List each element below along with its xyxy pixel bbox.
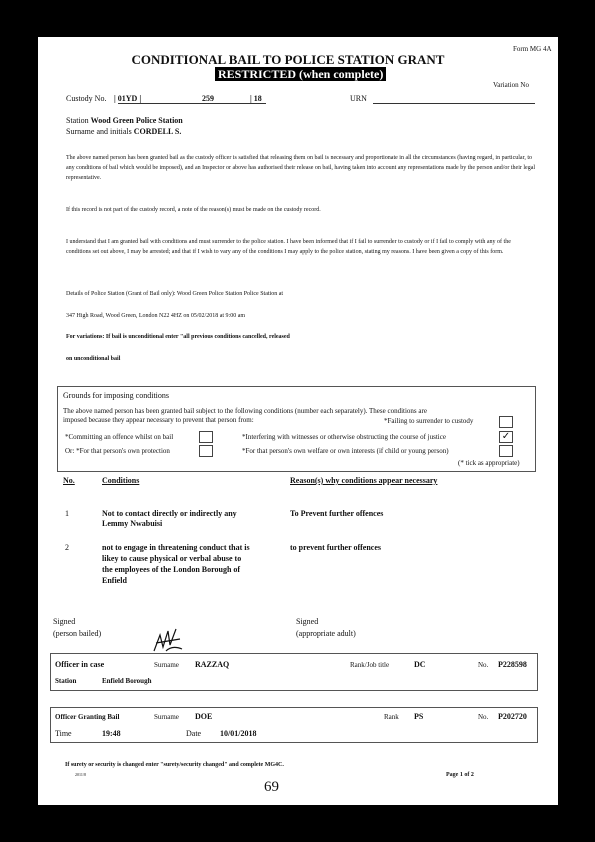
surname-row <box>66 127 181 136</box>
surname-value: CORDELL S. <box>133 127 182 136</box>
col-header-reasons: Reason(s) why conditions appear necessary <box>290 476 438 485</box>
variation-no-label: Variation No <box>493 81 529 89</box>
sign-right-label: Signed <box>296 617 319 626</box>
ogb-no: P202720 <box>498 712 527 721</box>
signature-mark <box>150 625 186 655</box>
oic-station-label: Station <box>55 677 77 685</box>
col-header-no: No. <box>63 476 75 485</box>
station-label: Station <box>66 116 89 125</box>
condition-text: likey to cause physical or verbal abuse to <box>102 554 242 563</box>
own-welfare-checkbox[interactable] <box>499 445 513 457</box>
page-title: CONDITIONAL BAIL TO POLICE STATION GRANT <box>131 52 445 67</box>
ogb-date: 10/01/2018 <box>220 729 257 738</box>
page-number: 69 <box>264 779 279 795</box>
interfering-label: *Interfering with witnesses or otherwise obstructing the course of justice <box>242 433 446 441</box>
oic-no: P228598 <box>498 660 527 669</box>
understanding-statement: I understand that I am granted bail with conditions and must surrender to the police station. I have been informed that if I fail to surrender to custody or if I fail to comply with any of the conditions set out above, I may be arrested; and that if I wish to vary any of the conditions I may apply to the police station, stating my reasons. I have been given a copy of this form. <box>66 239 511 255</box>
oic-no-label: No. <box>478 661 489 669</box>
urn-label: URN <box>350 94 367 103</box>
fail-surrender-checkbox[interactable] <box>499 416 513 428</box>
ogb-no-label: No. <box>478 713 489 721</box>
grounds-heading: Grounds for imposing conditions <box>63 391 169 400</box>
details-line-2: 347 High Road, Wood Green, London N22 4HZ on 05/02/2018 at 9:00 am <box>66 313 246 319</box>
committing-offence-label: *Committing an offence whilst on bail <box>65 433 174 441</box>
oic-rank-label: Rank/Job title <box>350 661 390 669</box>
custody-no-part1: | 01YD | <box>114 94 142 103</box>
condition-text: Lemmy Nwabuisi <box>102 519 163 528</box>
condition-text: Enfield <box>102 576 127 585</box>
tick-note: (* tick as appropriate) <box>458 459 520 467</box>
officer-granting-label: Officer Granting Bail <box>55 713 120 721</box>
col-header-conditions: Conditions <box>102 476 140 485</box>
page-indicator: Page 1 of 2 <box>446 772 474 778</box>
oic-surname-label: Surname <box>154 661 179 669</box>
custody-no-part3: | 18 <box>250 94 262 103</box>
fail-surrender-label: *Failing to surrender to custody <box>384 417 474 425</box>
officer-in-case-box <box>50 653 538 691</box>
custody-no-label: Custody No. <box>66 94 107 103</box>
ogb-rank-label: Rank <box>384 713 399 721</box>
own-welfare-label: *For that person's own welfare or own interests (if child or young person) <box>242 447 449 455</box>
station-row <box>66 116 183 125</box>
committing-offence-checkbox[interactable] <box>199 431 213 443</box>
form-code: Form MG 4A <box>513 45 552 53</box>
grounds-intro-2: imposed because they appear necessary to prevent that person from: <box>63 416 254 424</box>
condition-text: not to engage in threatening conduct that is <box>102 543 250 552</box>
row-number: 2 <box>65 543 69 552</box>
surname-label: Surname and initials <box>66 127 132 136</box>
ogb-surname-label: Surname <box>154 713 179 721</box>
station-value: Wood Green Police Station <box>90 116 183 125</box>
oic-station: Enfield Borough <box>102 677 152 685</box>
ogb-surname: DOE <box>195 712 213 721</box>
officer-granting-box <box>50 707 538 743</box>
details-line-1: Details of Police Station (Grant of Bail only): Wood Green Police Station Police Station at <box>66 291 284 297</box>
bail-statement: The above named person has been granted bail as the custody officer is satisfied that releasing them on bail is necessary and proportionate in all the circumstances (having regard, in particular, to any conditions of bail which would be imposed), and an Inspector or above has authorised their release on bail, having taken into account any representations made by the person and/or their legal representative. <box>66 155 536 181</box>
officer-in-case-label: Officer in case <box>55 660 105 669</box>
urn-field <box>373 103 535 104</box>
variation-note-1: For variations: If bail is unconditional enter "all previous conditions cancelled, released <box>66 334 290 340</box>
ogb-rank: PS <box>414 712 424 721</box>
oic-rank: DC <box>414 660 426 669</box>
condition-text: the employees of the London Borough of <box>102 565 241 574</box>
own-protection-checkbox[interactable] <box>199 445 213 457</box>
form-sheet <box>38 37 558 805</box>
ogb-time-label: Time <box>55 729 72 738</box>
restricted-banner: RESTRICTED (when complete) <box>215 67 386 81</box>
row-number: 1 <box>65 509 69 518</box>
condition-text: Not to contact directly or indirectly any <box>102 509 237 518</box>
form-version: 2011/8 <box>75 772 86 777</box>
reason-text: to prevent further offences <box>290 543 382 552</box>
grounds-intro-1: The above named person has been granted bail subject to the following conditions (number each separately). These conditions are <box>63 407 427 415</box>
reason-text: To Prevent further offences <box>290 509 384 518</box>
sign-left-sub: (person bailed) <box>53 629 102 638</box>
sign-right-sub: (appropriate adult) <box>296 629 356 638</box>
interfering-checkbox[interactable]: ✓ <box>499 431 513 443</box>
ogb-date-label: Date <box>186 729 202 738</box>
oic-surname: RAZZAQ <box>195 660 230 669</box>
ogb-time: 19:48 <box>102 729 121 738</box>
surety-note: If surety or security is changed enter "surety/security changed" and complete MG4C. <box>65 762 284 768</box>
sign-left-label: Signed <box>53 617 76 626</box>
custody-record-note: If this record is not part of the custody record, a note of the reason(s) must be made on the custody record. <box>66 207 321 213</box>
own-protection-label: Or: *For that person's own protection <box>65 447 170 455</box>
variation-note-2: on unconditional bail <box>66 356 121 362</box>
custody-no-part2: 259 <box>202 94 214 103</box>
